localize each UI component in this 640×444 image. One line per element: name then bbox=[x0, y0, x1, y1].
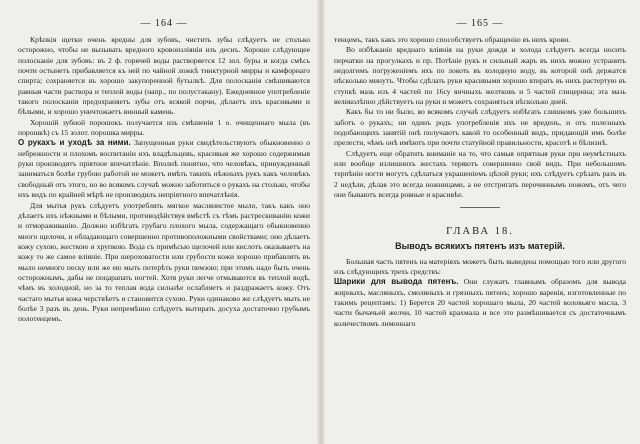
paragraph: Во избѣжаніе вреднаго вліянія на руки дождя и холода слѣдуетъ всегда носить перчатки на прогулкахъ и пр. Потѣніе рукъ и сильный жаръ въ нихъ можно устранить недолгимъ погруженіемъ ихъ по локоть въ холодную воду, въ которой онѣ держатся нѣсколько минутъ. Чтобы сдѣлать руки красивыми хорошо втирать въ нихъ растертую въ ступкѣ мазь изъ 4 частей по 16су яичныхъ желтковъ и 5 частей глицерина; эта мазь великолѣпно дѣйствуетъ на руки и можетъ сохраняться нѣсколько дней. bbox=[334, 45, 626, 107]
paragraph-with-heading bbox=[334, 277, 626, 329]
paragraph-with-heading bbox=[18, 138, 310, 200]
section-heading: О рукахъ и уходѣ за ними. bbox=[18, 138, 131, 148]
paragraph: Слѣдуетъ еще обратить вниманіе на то, что самыя опрятныя руки при неумѣстныхъ или вообще излишнихъ жестахъ теряютъ совершенно свой видъ. При небольшомъ терпѣніи ногти могутъ сдѣлаться украшеніемъ цѣлой руки; ихъ слѣдуетъ срѣзать разъ въ 2 недѣли, дѣлая это всегда ножницами, а не отстригать перочиннымъ ножомъ, отъ чего они бываютъ всегда ровные и красивѣе. bbox=[334, 148, 626, 200]
paragraph: Для мытья рукъ слѣдуетъ употреблять мягкое маслянистое мыло, такъ какъ оно дѣлаетъ ихъ нѣжными и бѣлыми, противодѣйствуя вмѣстѣ съ тѣмъ растрескиванію кожи и отмораживанію. Должно избѣгать грубаго плохого мыла, содержащаго обыкновенно много щелочи, и обладающаго совершенно противоположными свойствами; оно дѣлаетъ кожу сухою, жесткою и хрупкою. Вода съ примѣсью щелочей или кислотъ оказываетъ на кожу то же самое вліяніе. При шероховатости или грубости кожи хорошо прибавлять въ мыло немного песку или же ею мыть потерѣть руки пемзою; при этомъ надо быть очень осторожнымъ, дабы не поцарапать ногтей. Хотя руки легче отмываются въ теплой водѣ, чѣмъ въ холодной, но за то теплая вода сильнѣе ослабляетъ и раздражаетъ кожу. Отъ частаго мытья кожа черствѣетъ и становится сухою. Руки одинаково же слѣдуетъ мыть не болѣе 3 разъ въ день. Руки непремѣнно слѣдуетъ вытирать досуха достаточно грубымъ полотенцемъ. bbox=[18, 200, 310, 324]
paragraph: Хорошій зубной порошокъ получается изъ смѣшенія 1 о. очищеннаго мыла (въ порошкѣ) съ 15 золот. порошка мирры. bbox=[18, 117, 310, 138]
paragraph: Большая часть пятенъ на матеріяхъ можетъ быть выведена помощью того или другого изъ слѣдующихъ трехъ средствъ: bbox=[334, 256, 626, 276]
chapter-title: Выводъ всякихъ пятенъ изъ матерій. bbox=[395, 240, 565, 251]
chapter-label: ГЛАВА 18. bbox=[446, 225, 514, 237]
divider bbox=[460, 207, 500, 208]
paragraph: тенцемъ, такъ какъ это хорошо способствуетъ обращенію въ нихъ крови. bbox=[334, 35, 571, 44]
page-number-left: — 164 — bbox=[140, 18, 188, 29]
paragraph-body: Запущенныя руки свидѣтельствуютъ обыкновенно о небрежности и плохомъ воспитаніи ихъ владѣльцевъ, красивыя же хорошо содержимыя руки производятъ пріятное впечатлѣніе. Вполнѣ понятно, что человѣкъ, принужденный заниматься болѣе грубою работой не можетъ имѣть такихъ нѣжныхъ рукъ какъ человѣкъ свободный отъ этого, но во всякомъ случаѣ можно заботиться о рукахъ на столько, чтобы ихъ видъ по крайней мѣрѣ не производилъ непріятного впечатлѣнія. bbox=[18, 138, 310, 200]
page-number-right: — 165 — bbox=[456, 18, 504, 29]
paragraph: Крѣпкія щетки очень вредны для зубовъ, чистить зубы слѣдуетъ не столько осторожно, чтобы не вызывать вредного кровоизліянія изъ деснъ. Хорошо слѣдующее полосканіе для зубовъ: въ 2 ф. горячей воды растворяется 12 зол. буры и когда смѣсь почти остынетъ прибавляется къ ней по чайной ложкѣ тинктурной мирры и камфорнаго спирта; сохраняется въ хорошо закупоренной бутылкѣ. Для полосканія смѣшиваются равныя части раствора и теплой воды (напр., по полустакану). Ежедневное употребленіе такого полосканія предохраняетъ зубы отъ всякой порчи, дѣлаетъ ихъ красивыми и бѣлыми, и хорошо уничтожаетъ винный камень. bbox=[18, 35, 310, 117]
paragraph-body: Они служатъ главнымъ образомъ для вывода жирныхъ, масляныхъ, смоляныхъ и грязныхъ пятенъ; хорошо варенія, изготовленные по такимъ рецептамъ: 1) Берется 20 частей хорошаго мыла, 20 частей воловьяго масла, 3 части бычачьей желчи, 10 частей крахмала и все это размѣшивается съ достаточнымъ количествомъ лимоннаго bbox=[334, 277, 626, 328]
paragraph: Какъ бы то ни было, во всякомъ случаѣ слѣдуетъ избѣгать слишкомъ уже большихъ заботъ о рукахъ; ни одинъ родъ употребленія ихъ не вреденъ, и отъ полезныхъ подобающихъ занятій онѣ получаютъ какой то особенный видъ, придающій имъ болѣе прелести, чѣмъ онѣ имѣютъ при почти статуйной правильности, красотѣ и бѣлизнѣ. bbox=[334, 107, 626, 148]
right-page bbox=[322, 0, 640, 444]
subheading: Шарики для вывода пятенъ. bbox=[334, 277, 459, 287]
